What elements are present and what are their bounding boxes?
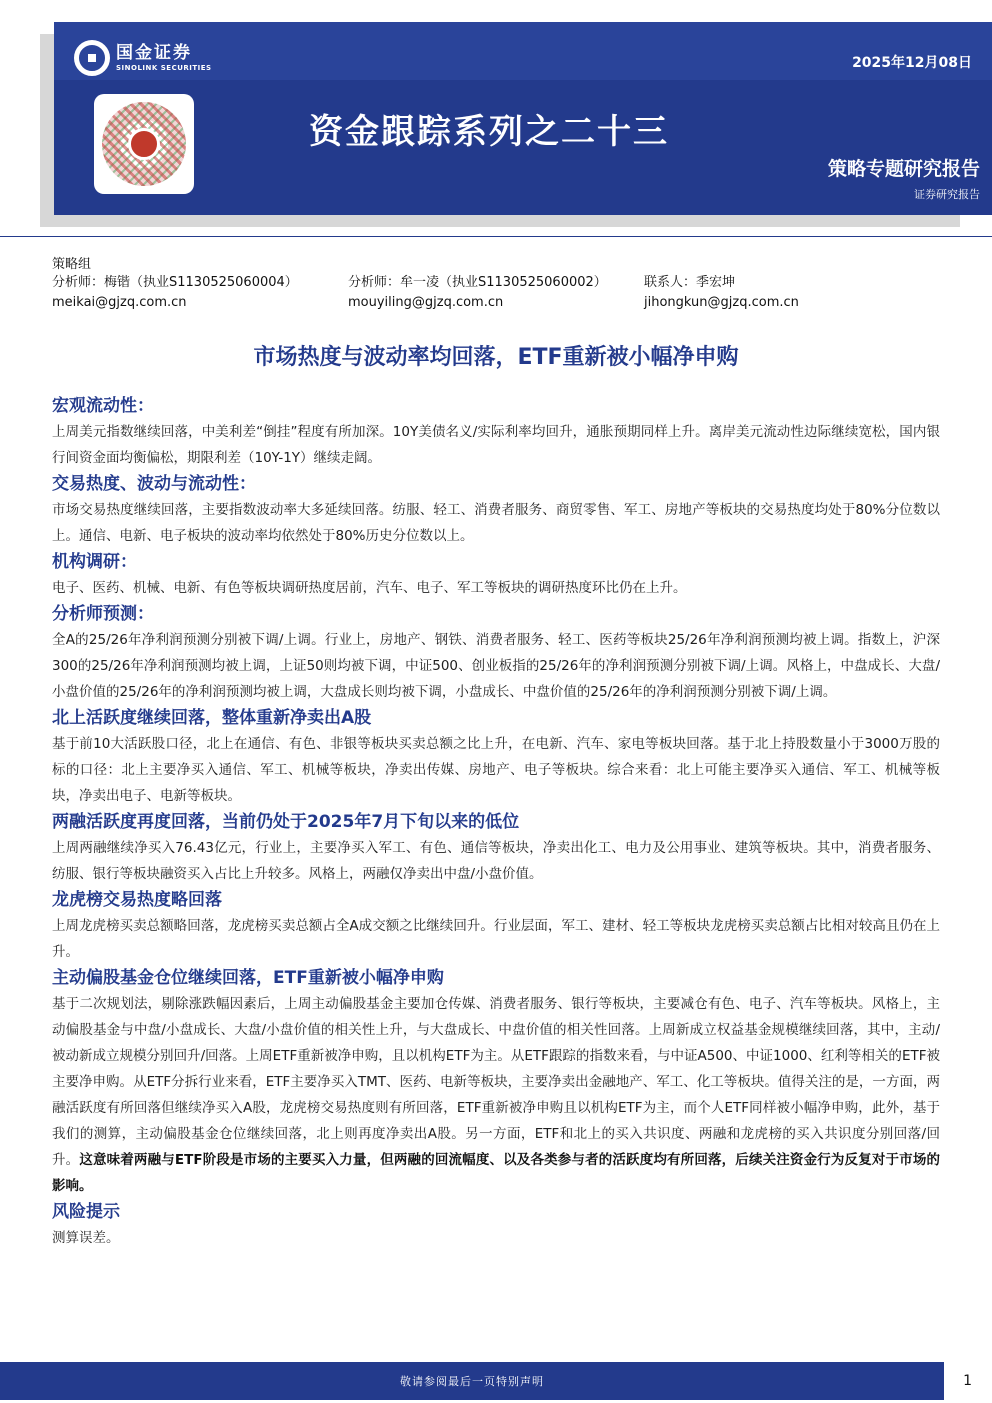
section-heading: 主动偏股基金仓位继续回落，ETF重新被小幅净申购	[52, 968, 444, 988]
header-banner	[54, 22, 992, 215]
section-body	[52, 991, 940, 1199]
author-1-email[interactable]: meikai@gjzq.com.cn	[52, 295, 187, 310]
main-title: 市场热度与波动率均回落，ETF重新被小幅净申购	[253, 345, 739, 370]
section-body: 上周两融继续净买入76.43亿元，行业上，主要净买入军工、有色、通信等板块，净卖出化工、电力及公用事业、建筑等板块。其中，消费者服务、纺服、银行等板块融资买入占比上升较多。风格上，两融仅净卖出中盘/小盘价值。	[52, 840, 940, 882]
qr-code-icon	[94, 94, 194, 194]
author-2-email[interactable]: mouyiling@gjzq.com.cn	[348, 295, 504, 310]
author-3	[644, 273, 799, 313]
section-body-text: 基于二次规划法，剔除涨跌幅因素后，上周主动偏股基金主要加仓传媒、消费者服务、银行等板块，主要减仓有色、电子、汽车等板块。风格上，主动偏股基金与中盘/小盘成长、大盘/小盘价值的相关性上升，与大盘成长、中盘价值的相关性回落。上周新成立权益基金规模继续回落，其中，主动/被动新成立规模分别回升/回落。上周ETF重新被净申购，且以机构ETF为主。从ETF跟踪的指数来看，与中证A500、中证1000、红利等相关的ETF被主要净申购。从ETF分拆行业来看，ETF主要净买入TMT、医药、电新等板块，主要净卖出金融地产、军工、化工等板块。值得关注的是，一方面，两融活跃度有所回落但继续净买入A股，龙虎榜交易热度则有所回落，ETF重新被净申购且以机构ETF为主，而个人ETF同样被小幅净申购，此外，基于我们的测算，主动偏股基金仓位继续回落，北上则再度净卖出A股。另一方面，ETF和北上的买入共识度、两融和龙虎榜的买入共识度分别回落/回升。	[52, 996, 940, 1168]
author-2-name: 分析师：牟一凌（执业S1130525060002）	[348, 275, 607, 290]
section-body: 全A的25/26年净利润预测分别被下调/上调。行业上，房地产、钢铁、消费者服务、轻工、医药等板块25/26年净利润预测均被上调。指数上，沪深300的25/26年净利润预测均被上调，上证50则均被下调，中证500、创业板指的25/26年的净利润预测分别被下调/上调。风格上，中盘成长、大盘/小盘价值的25/26年的净利润预测均被上调，大盘成长则均被下调，小盘成长、中盘价值的25/26年的净利润预测分别被下调/上调。	[52, 632, 940, 700]
section-body: 基于前10大活跃股口径，北上在通信、有色、非银等板块买卖总额之比上升，在电新、汽车、家电等板块回落。基于北上持股数量小于3000万股的标的口径：北上主要净买入通信、军工、机械等板块，净卖出传媒、房地产、电子等板块。综合来看：北上可能主要净买入通信、军工、机械等板块，净卖出电子、电新等板块。	[52, 736, 940, 804]
section-body: 市场交易热度继续回落，主要指数波动率大多延续回落。纺服、轻工、消费者服务、商贸零售、军工、房地产等板块的交易热度均处于80%分位数以上。通信、电新、电子板块的波动率均依然处于80%历史分位数以上。	[52, 502, 940, 544]
section-heading: 北上活跃度继续回落，整体重新净卖出A股	[52, 708, 372, 728]
research-group: 策略组	[52, 257, 92, 272]
logo-mark-icon	[74, 40, 110, 76]
section-heading: 龙虎榜交易热度略回落	[52, 890, 222, 910]
section-body-emphasis: 这意味着两融与ETF阶段是市场的主要买入力量，但两融的回流幅度、以及各类参与者的活跃度均有所回落，后续关注资金行为反复对于市场的影响。	[52, 1152, 940, 1194]
report-subtype: 证券研究报告	[914, 188, 980, 201]
section-heading: 两融活跃度再度回落，当前仍处于2025年7月下旬以来的低位	[52, 812, 520, 832]
footer-notice: 敬请参阅最后一页特别声明	[400, 1375, 544, 1388]
report-date: 2025年12月08日	[852, 55, 972, 71]
logo-en: SINOLINK SECURITIES	[116, 64, 212, 72]
section-body: 上周美元指数继续回落，中美利差“倒挂”程度有所加深。10Y美债名义/实际利率均回升，通胀预期同样上升。离岸美元流动性边际继续宽松，国内银行间资金面均衡偏松，期限利差（10Y-1Y）继续走阔。	[52, 424, 940, 466]
section-heading: 风险提示	[52, 1202, 120, 1222]
section-heading: 机构调研：	[52, 552, 137, 572]
section-heading: 宏观流动性：	[52, 396, 154, 416]
author-3-name: 联系人：季宏坤	[644, 275, 736, 290]
author-1	[52, 273, 298, 313]
company-logo	[74, 40, 212, 76]
header-divider	[0, 236, 992, 237]
author-1-name: 分析师：梅锴（执业S1130525060004）	[52, 275, 298, 290]
section-body: 测算误差。	[52, 1230, 120, 1246]
author-2	[348, 273, 607, 313]
section-body: 电子、医药、机械、电新、有色等板块调研热度居前，汽车、电子、军工等板块的调研热度环比仍在上升。	[52, 580, 687, 596]
page-number: 1	[963, 1373, 972, 1389]
section-body: 上周龙虎榜买卖总额略回落，龙虎榜买卖总额占全A成交额之比继续回升。行业层面，军工、建材、轻工等板块龙虎榜买卖总额占比相对较高且仍在上升。	[52, 918, 940, 960]
report-title: 资金跟踪系列之二十三	[309, 112, 669, 152]
author-3-email[interactable]: jihongkun@gjzq.com.cn	[644, 295, 799, 310]
section-heading: 交易热度、波动与流动性：	[52, 474, 256, 494]
qr-center-logo-icon	[128, 128, 160, 160]
report-body	[52, 393, 940, 1251]
logo-text	[116, 43, 212, 73]
report-type: 策略专题研究报告	[827, 158, 980, 180]
footer-bar	[0, 1362, 944, 1400]
logo-cn: 国金证券	[116, 43, 192, 63]
section-heading: 分析师预测：	[52, 604, 154, 624]
